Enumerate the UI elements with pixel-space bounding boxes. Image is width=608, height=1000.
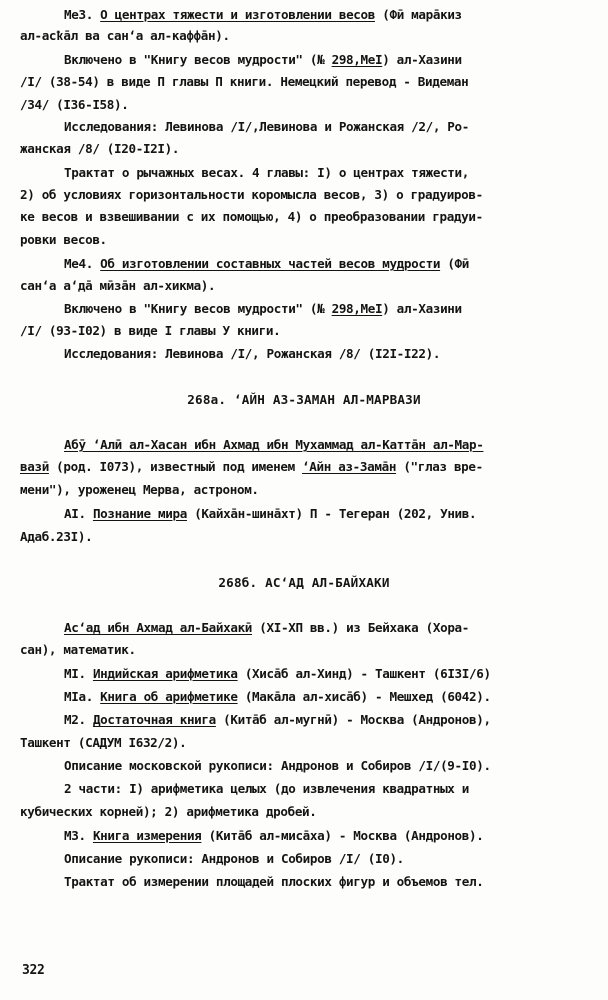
text-span: (Кайхāн-шинāхт) П - Тегеран (202, Унив. (186, 506, 477, 521)
text-span: ("глаз вре- (396, 459, 483, 474)
text-span: ) ал-Хазини (382, 52, 462, 67)
author-nickname: ‘Айн аз-Замāн (302, 459, 397, 474)
text-line: /34/ (I36-I58). (20, 97, 129, 112)
author-name: Ас‘ад ибн Ахмад ал-Байхакӣ (64, 620, 253, 635)
page-number: 322 (22, 963, 45, 978)
section-heading: 268б. АС‘АД АЛ-БАЙХАКИ (218, 575, 390, 590)
text-span: (Фӣ (440, 256, 470, 271)
text-span: (Макāла ал-хисāб) - Мешхед (6042). (237, 689, 491, 704)
author-name-line (64, 434, 483, 455)
text-line: ровки весов. (20, 232, 107, 247)
entry-code: MI. (64, 666, 93, 681)
text-line: Трактат об измерении площадей плоских фигур и объемов тел. (64, 874, 484, 889)
entry-code: AI. (64, 506, 93, 521)
text-line: Трактат о рычажных весах. 4 главы: I) о центрах тяжести, (64, 165, 469, 180)
work-m2-line (64, 709, 491, 730)
text-line: Исследования: Левинова /I/,Левинова и Рожанская /2/, Ро- (64, 119, 469, 134)
text-line: 2) об условиях горизонтальности коромысла весов, 3) о градуиров- (20, 187, 483, 202)
me3-title-line (64, 4, 462, 25)
catalog-reference: 298,МеI (331, 301, 383, 316)
text-span: Включено в "Книгу весов мудрости" (№ (64, 301, 332, 316)
entry-title: Об изготовлении составных частей весов мудрости (100, 256, 441, 271)
entry-code: M2. (64, 712, 93, 727)
work-m1a-line (64, 686, 491, 707)
work-m3-line (64, 825, 483, 846)
text-line: сан), математик. (20, 642, 136, 657)
text-span: (Фӣ марāкиз (375, 7, 462, 22)
work-title: Книга об арифметике (100, 689, 238, 704)
entry-code: Ме3. (64, 7, 101, 22)
author-name: вазӣ (20, 459, 49, 474)
text-line: Описание московской рукописи: Андронов и Собиров /I/(9-I0). (64, 758, 491, 773)
text-line: кубических корней); 2) арифметика дробей. (20, 804, 317, 819)
text-span: (XI-XП вв.) из Бейхака (Хора- (252, 620, 470, 635)
author-name-line (64, 617, 469, 638)
text-span: (род. I073), известный под именем (48, 459, 303, 474)
text-line: мени"), уроженец Мерва, астроном. (20, 482, 259, 497)
author-info-line (20, 456, 483, 477)
text-span: (Китāб ал-мисāха) - Москва (Андронов). (201, 828, 484, 843)
entry-title: О центрах тяжести и изготовлении весов (100, 7, 375, 22)
text-line: Ташкент (САДУМ I632/2). (20, 735, 187, 750)
section-heading: 268а. ‘АЙН АЗ-ЗАМАН АЛ-МАРВАЗИ (187, 392, 421, 407)
me4-included-line (64, 298, 462, 319)
text-line: /I/ (38-54) в виде П главы П книги. Немецкий перевод - Видеман (20, 74, 469, 89)
text-line: Адаб.23I). (20, 529, 93, 544)
catalog-reference: 298,МеI (331, 52, 383, 67)
work-title: Индийская арифметика (92, 666, 238, 681)
text-line: /I/ (93-I02) в виде I главы У книги. (20, 323, 281, 338)
me4-title-line (64, 253, 469, 274)
text-line: жанская /8/ (I20-I2I). (20, 141, 180, 156)
work-m1-line (64, 663, 491, 684)
text-line: сан‘а а‘дā мӣзāн ал-хикма). (20, 278, 216, 293)
text-span: Включено в "Книгу весов мудрости" (№ (64, 52, 332, 67)
work-a1-line (64, 503, 476, 524)
work-title: Книга измерения (92, 828, 202, 843)
work-title: Познание мира (92, 506, 187, 521)
text-line: ал-асҟāл ва сан‘а ал-каффāн). (20, 28, 230, 43)
author-name: Абӯ ‘Алӣ ал-Хасан ибн Ахмад ибн Мухаммад ал-Каттāн ал-Мар- (64, 437, 484, 452)
text-line: Исследования: Левинова /I/, Рожанская /8/ (I2I-I22). (64, 346, 441, 361)
text-span: (Хисāб ал-Хинд) - Ташкент (6I3I/6) (237, 666, 491, 681)
text-span: ) ал-Хазини (382, 301, 462, 316)
work-title: Достаточная книга (92, 712, 216, 727)
me3-included-line (64, 49, 462, 70)
entry-code: Ме4. (64, 256, 101, 271)
entry-code: M3. (64, 828, 93, 843)
text-line: Описание рукописи: Андронов и Собиров /I/ (I0). (64, 851, 404, 866)
text-line: 2 части: I) арифметика целых (до извлечения квадратных и (64, 781, 469, 796)
text-line: ке весов и взвешивании с их помощью, 4) о преобразовании градуи- (20, 209, 483, 224)
entry-code: MIа. (64, 689, 101, 704)
text-span: (Китāб ал-мугнӣ) - Москва (Андронов), (215, 712, 491, 727)
